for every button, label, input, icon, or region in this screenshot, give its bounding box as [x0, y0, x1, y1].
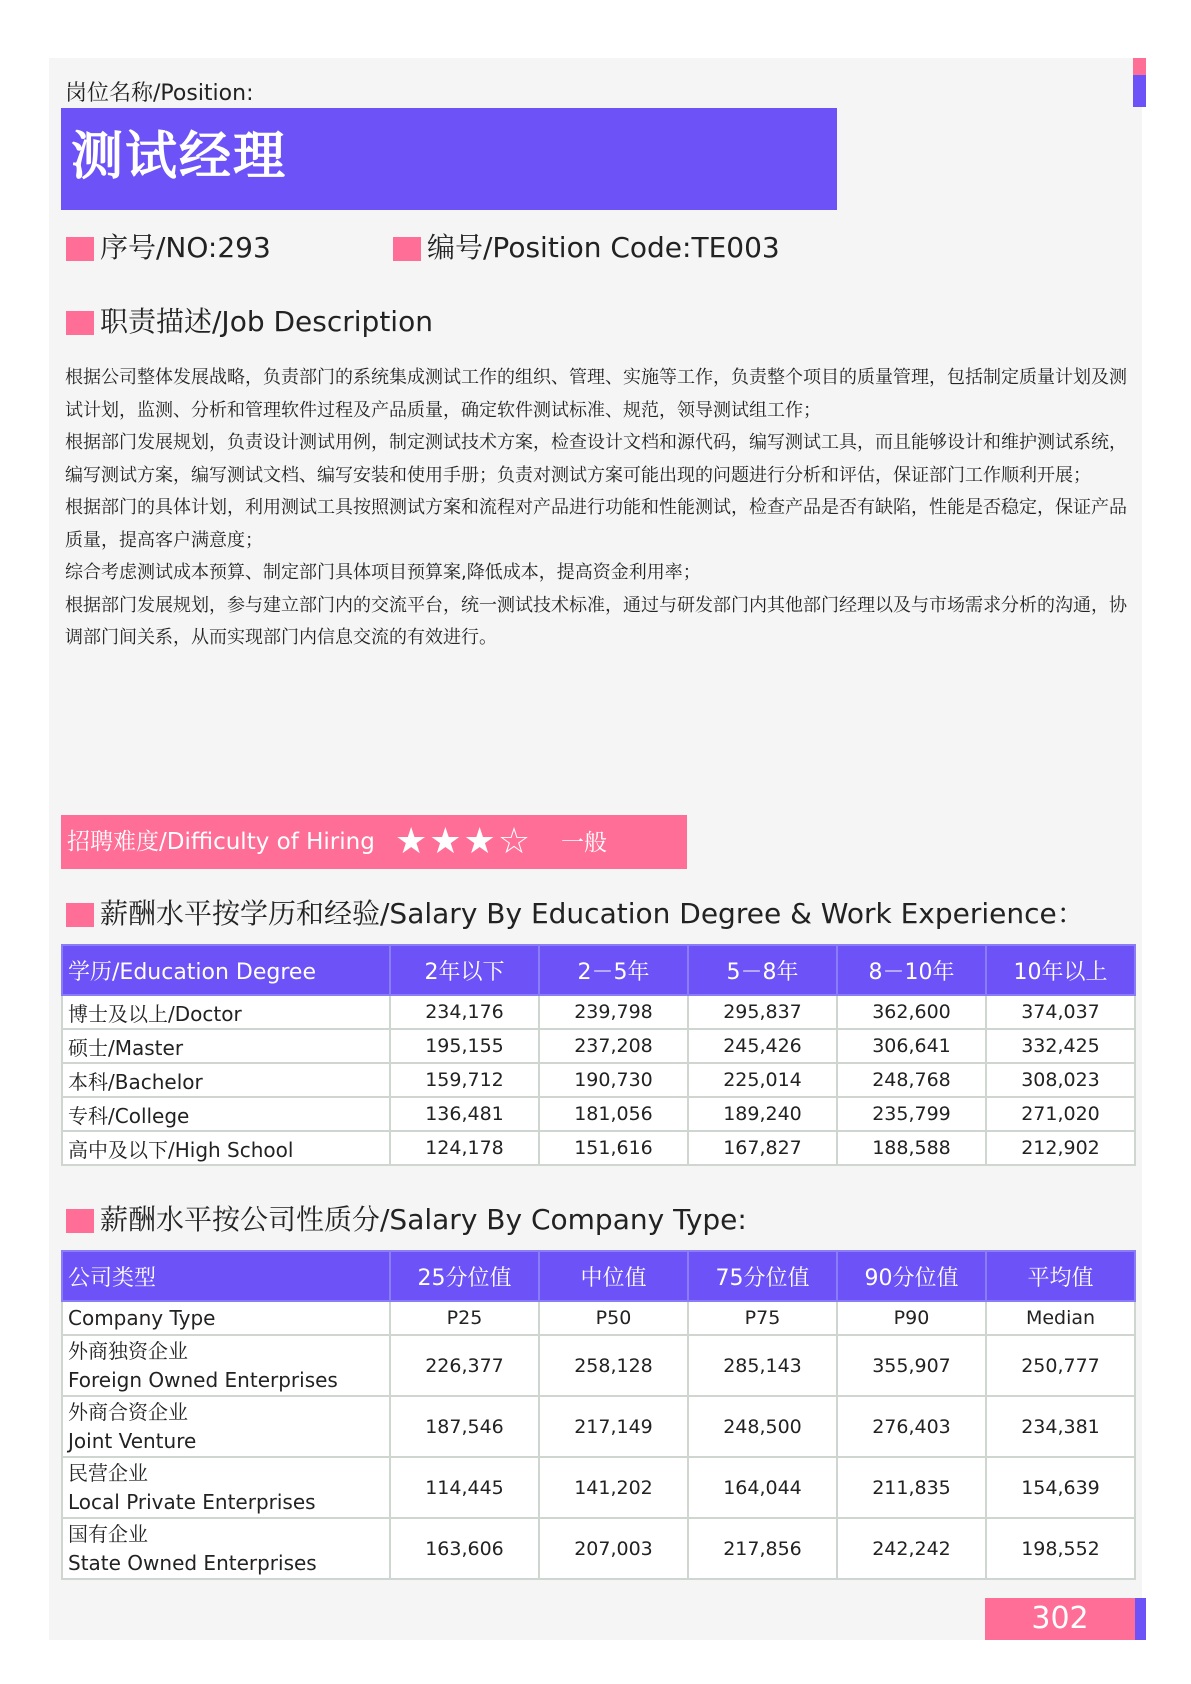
- table-cell: 235,799: [837, 1097, 986, 1131]
- table-cell: 248,500: [688, 1396, 837, 1457]
- table-cell: 217,149: [539, 1396, 688, 1457]
- column-header: 2－5年: [539, 945, 688, 995]
- table-row: [62, 1457, 1135, 1518]
- table-cell: 276,403: [837, 1396, 986, 1457]
- table-cell: 141,202: [539, 1457, 688, 1518]
- table-cell: 271,020: [986, 1097, 1135, 1131]
- table-cell: 159,712: [390, 1063, 539, 1097]
- table-cell: 258,128: [539, 1335, 688, 1396]
- table-cell: 212,902: [986, 1131, 1135, 1165]
- jd-paragraph: 根据部门的具体计划，利用测试工具按照测试方案和流程对产品进行功能和性能测试，检查产品是否有缺陷，性能是否稳定，保证产品质量，提高客户满意度；: [65, 497, 1127, 551]
- row-label-cn: 外商合资企业: [68, 1399, 188, 1424]
- table-cell: 332,425: [986, 1029, 1135, 1063]
- row-label-en: State Owned Enterprises: [68, 1550, 317, 1575]
- title-banner: [61, 108, 837, 210]
- subheader-cell: P75: [688, 1301, 837, 1335]
- jd-paragraph: 根据公司整体发展战略，负责部门的系统集成测试工作的组织、管理、实施等工作，负责整个项目的质量管理，包括制定质量计划及测试计划，监测、分析和管理软件过程及产品质量，确定软件测试标准、规范，领导测试组工作；: [65, 367, 1127, 421]
- jd-paragraph: 根据部门发展规划，负责设计测试用例，制定测试技术方案，检查设计文档和源代码，编写测试工具，而且能够设计和维护测试系统，编写测试方案，编写测试文档、编写安装和使用手册；负责对测试方案可能出现的问题进行分析和评估，保证部门工作顺利开展；: [65, 432, 1127, 486]
- subheader-cell: Company Type: [62, 1301, 390, 1335]
- row-label-en: Local Private Enterprises: [68, 1489, 316, 1514]
- table-cell: 181,056: [539, 1097, 688, 1131]
- table-cell: 308,023: [986, 1063, 1135, 1097]
- table-cell: 114,445: [390, 1457, 539, 1518]
- table-subheader-row: [62, 1301, 1135, 1335]
- table-row: [62, 1097, 1135, 1131]
- table-cell: 187,546: [390, 1396, 539, 1457]
- serial-number-text: 序号/NO:293: [100, 231, 271, 264]
- row-label-cn: 国有企业: [68, 1521, 148, 1546]
- position-title: 测试经理: [71, 127, 288, 187]
- table-cell: 188,588: [837, 1131, 986, 1165]
- table-cell: 250,777: [986, 1335, 1135, 1396]
- row-label: 专科/College: [62, 1097, 390, 1131]
- table-cell: 195,155: [390, 1029, 539, 1063]
- table-cell: 248,768: [837, 1063, 986, 1097]
- table-cell: 167,827: [688, 1131, 837, 1165]
- section-marker: [393, 237, 421, 261]
- hiring-difficulty-bar: [61, 815, 687, 869]
- column-header: 10年以上: [986, 945, 1135, 995]
- table-cell: 374,037: [986, 995, 1135, 1029]
- table-row: [62, 1335, 1135, 1396]
- table-row: [62, 1518, 1135, 1579]
- table-cell: 163,606: [390, 1518, 539, 1579]
- salary-company-table: [61, 1250, 1136, 1580]
- table-row: [62, 1131, 1135, 1165]
- table-cell: 217,856: [688, 1518, 837, 1579]
- salary-education-table: [61, 944, 1136, 1166]
- job-description-heading: [66, 302, 433, 342]
- hiring-difficulty-level: 一般: [561, 830, 607, 856]
- row-label-en: Foreign Owned Enterprises: [68, 1367, 338, 1392]
- corner-accent-purple: [1133, 75, 1146, 107]
- table-row: [62, 1029, 1135, 1063]
- row-label: [62, 1396, 390, 1457]
- jd-paragraph: 综合考虑测试成本预算、制定部门具体项目预算案,降低成本，提高资金利用率；: [65, 562, 701, 583]
- table-header-row: [62, 945, 1135, 995]
- subheader-cell: P50: [539, 1301, 688, 1335]
- row-label-cn: 民营企业: [68, 1460, 148, 1485]
- table-cell: 295,837: [688, 995, 837, 1029]
- position-code: [393, 228, 780, 268]
- row-label: [62, 1518, 390, 1579]
- position-code-text: 编号/Position Code:TE003: [427, 231, 780, 264]
- subheader-cell: Median: [986, 1301, 1135, 1335]
- section-marker: [66, 903, 94, 927]
- column-header: 8－10年: [837, 945, 986, 995]
- column-header: 5－8年: [688, 945, 837, 995]
- table-cell: 355,907: [837, 1335, 986, 1396]
- table-cell: 362,600: [837, 995, 986, 1029]
- column-header: 75分位值: [688, 1251, 837, 1301]
- table-cell: 245,426: [688, 1029, 837, 1063]
- column-header: 25分位值: [390, 1251, 539, 1301]
- table-cell: 154,639: [986, 1457, 1135, 1518]
- column-header: 中位值: [539, 1251, 688, 1301]
- table-cell: 198,552: [986, 1518, 1135, 1579]
- position-label: 岗位名称/Position:: [65, 81, 254, 106]
- table-row: [62, 1063, 1135, 1097]
- table-cell: 136,481: [390, 1097, 539, 1131]
- table-header-row: [62, 1251, 1135, 1301]
- subheader-cell: P25: [390, 1301, 539, 1335]
- row-label: 硕士/Master: [62, 1029, 390, 1063]
- page-number: 302: [985, 1598, 1135, 1640]
- section-marker: [66, 1209, 94, 1233]
- table-cell: 239,798: [539, 995, 688, 1029]
- hiring-difficulty-label: 招聘难度/Difficulty of Hiring: [67, 829, 375, 855]
- table-cell: 124,178: [390, 1131, 539, 1165]
- table-cell: 225,014: [688, 1063, 837, 1097]
- table-row: [62, 1396, 1135, 1457]
- row-label: 高中及以下/High School: [62, 1131, 390, 1165]
- serial-number: [66, 228, 271, 268]
- job-description-body: [65, 362, 1135, 655]
- row-label: 本科/Bachelor: [62, 1063, 390, 1097]
- row-label: [62, 1457, 390, 1518]
- table-cell: 234,381: [986, 1396, 1135, 1457]
- row-label: [62, 1335, 390, 1396]
- table-cell: 207,003: [539, 1518, 688, 1579]
- table-cell: 242,242: [837, 1518, 986, 1579]
- star-rating-icon: ★★★☆: [395, 821, 533, 862]
- table-cell: 189,240: [688, 1097, 837, 1131]
- row-label-en: Joint Venture: [68, 1428, 197, 1453]
- salary-company-heading: [66, 1200, 747, 1240]
- subheader-cell: P90: [837, 1301, 986, 1335]
- table-row: [62, 995, 1135, 1029]
- table-cell: 306,641: [837, 1029, 986, 1063]
- column-header: 2年以下: [390, 945, 539, 995]
- salary-company-heading-text: 薪酬水平按公司性质分/Salary By Company Type:: [100, 1203, 747, 1236]
- table-cell: 234,176: [390, 995, 539, 1029]
- row-label: 博士及以上/Doctor: [62, 995, 390, 1029]
- column-header: 公司类型: [62, 1251, 390, 1301]
- page-number-accent: [1135, 1598, 1146, 1640]
- table-cell: 190,730: [539, 1063, 688, 1097]
- table-cell: 237,208: [539, 1029, 688, 1063]
- row-label-cn: 外商独资企业: [68, 1338, 188, 1363]
- column-header: 学历/Education Degree: [62, 945, 390, 995]
- corner-accent-pink: [1133, 58, 1146, 75]
- column-header: 90分位值: [837, 1251, 986, 1301]
- table-cell: 226,377: [390, 1335, 539, 1396]
- salary-education-heading: [66, 894, 1085, 934]
- section-marker: [66, 237, 94, 261]
- jd-paragraph: 根据部门发展规划，参与建立部门内的交流平台，统一测试技术标准，通过与研发部门内其他部门经理以及与市场需求分析的沟通，协调部门间关系，从而实现部门内信息交流的有效进行。: [65, 594, 1127, 648]
- column-header: 平均值: [986, 1251, 1135, 1301]
- table-cell: 151,616: [539, 1131, 688, 1165]
- table-cell: 211,835: [837, 1457, 986, 1518]
- salary-education-heading-text: 薪酬水平按学历和经验/Salary By Education Degree & Work Experience：: [100, 897, 1085, 930]
- table-cell: 164,044: [688, 1457, 837, 1518]
- table-cell: 285,143: [688, 1335, 837, 1396]
- section-marker: [66, 311, 94, 335]
- job-description-heading-text: 职责描述/Job Description: [100, 305, 433, 338]
